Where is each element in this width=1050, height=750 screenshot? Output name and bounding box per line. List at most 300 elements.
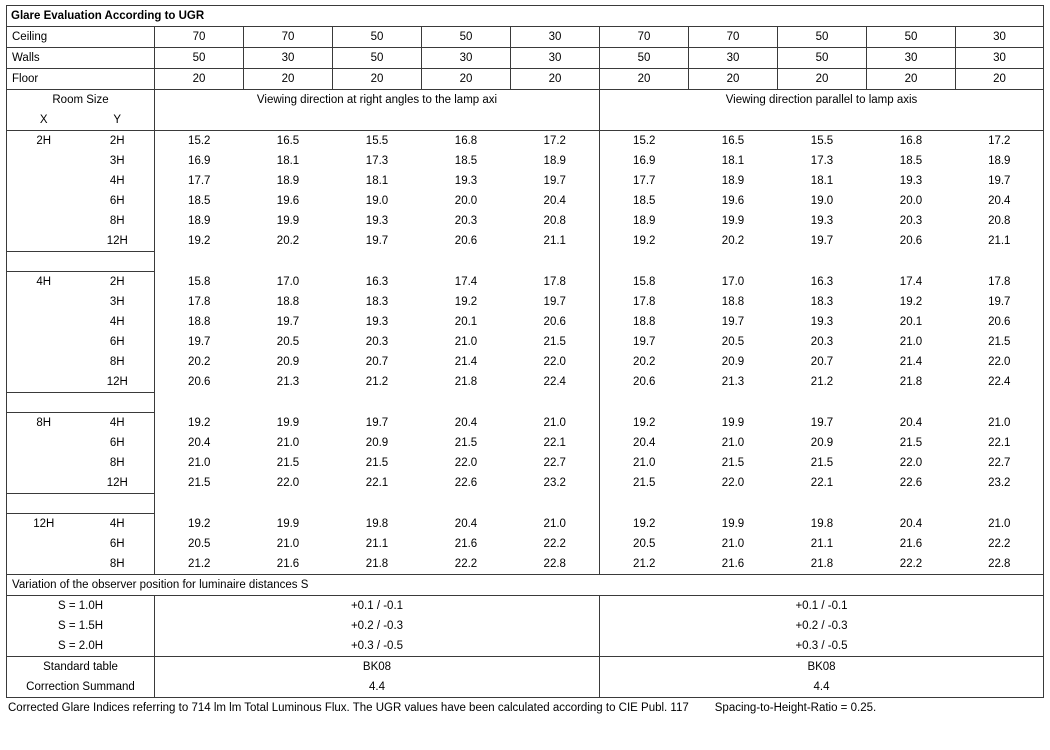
- ugr-value: 18.9: [956, 151, 1044, 171]
- ugr-value: 17.7: [600, 171, 689, 191]
- ugr-value: 19.2: [600, 231, 689, 252]
- row-label-floor: Floor: [7, 69, 155, 90]
- ugr-value: 19.0: [365, 195, 389, 207]
- room-y-value: 8H: [109, 457, 125, 469]
- variation-left-value: +0.2 / -0.3: [155, 616, 600, 636]
- ugr-value: 17.8: [956, 272, 1044, 293]
- ugr-value: 21.1: [810, 538, 834, 550]
- table-row-floor: [7, 69, 1044, 90]
- ugr-value: 19.2: [155, 413, 244, 434]
- ugr-value: 18.9: [511, 151, 600, 171]
- ugr-value: 21.5: [721, 457, 745, 469]
- ugr-value: 21.0: [511, 514, 600, 535]
- ugr-value: 20.4: [155, 433, 244, 453]
- row-label-ceiling: Ceiling: [7, 27, 155, 48]
- ugr-value: 19.8: [810, 517, 834, 530]
- ugr-value: 20.6: [511, 312, 600, 332]
- ugr-value: 17.4: [454, 275, 478, 288]
- ugr-value: 18.5: [155, 191, 244, 211]
- walls-value: 30: [956, 48, 1044, 69]
- table-row: [7, 453, 1044, 473]
- room-y-value: 12H: [106, 376, 128, 388]
- footer-text: Corrected Glare Indices referring to 714 lm lm Total Luminous Flux. The UGR values have been calculated according to CIE Publ. 117: [8, 702, 689, 714]
- ugr-value: 18.9: [276, 175, 300, 187]
- ugr-value: 21.0: [511, 413, 600, 434]
- ugr-value: 16.5: [276, 135, 300, 147]
- ugr-value: 21.5: [956, 332, 1044, 352]
- ugr-value: 20.7: [810, 356, 834, 368]
- ugr-value: 21.0: [899, 336, 923, 348]
- ugr-value: 23.2: [511, 473, 600, 494]
- ugr-value: 22.2: [511, 534, 600, 554]
- ugr-value: 21.0: [454, 336, 478, 348]
- ugr-value: 18.8: [155, 312, 244, 332]
- ugr-value: 22.0: [276, 477, 300, 490]
- ugr-value: 20.2: [600, 352, 689, 372]
- ugr-value: 21.5: [810, 457, 834, 469]
- ugr-value: 20.0: [899, 195, 923, 207]
- ugr-value: 20.6: [454, 235, 478, 248]
- ugr-value: 19.7: [276, 316, 300, 328]
- spacer-cell: [7, 252, 155, 272]
- ugr-value: 17.8: [155, 292, 244, 312]
- ugr-value: 20.1: [454, 316, 478, 328]
- ugr-value: 21.1: [365, 538, 389, 550]
- ugr-value: 17.0: [721, 275, 745, 288]
- ugr-value: 19.2: [600, 413, 689, 434]
- ugr-value: 19.7: [721, 316, 745, 328]
- ceiling-value: 70: [244, 27, 333, 48]
- room-size-cell: [7, 211, 155, 231]
- ugr-value: 20.5: [600, 534, 689, 554]
- ugr-value: 21.0: [276, 437, 300, 449]
- ugr-value: 19.2: [899, 296, 923, 308]
- ugr-value: 18.8: [600, 312, 689, 332]
- correction-summand-right-value: 4.4: [600, 677, 1044, 698]
- ugr-value: 15.8: [600, 272, 689, 293]
- ugr-value: 20.3: [810, 336, 834, 348]
- walls-value: 30: [244, 48, 333, 69]
- room-size-cell: [7, 272, 155, 293]
- variation-row: [7, 636, 1044, 657]
- ugr-value: 16.3: [810, 275, 834, 288]
- table-row: [7, 372, 1044, 393]
- ceiling-value: 50: [422, 27, 511, 48]
- room-y-value: 4H: [109, 518, 125, 530]
- ugr-value: 20.4: [454, 517, 478, 530]
- ugr-value: 20.6: [600, 372, 689, 393]
- ugr-value: 21.3: [721, 376, 745, 389]
- table-row: [7, 211, 1044, 231]
- room-y-value: 6H: [109, 538, 125, 550]
- viewing-direction-parallel-header: Viewing direction parallel to lamp axis: [600, 90, 1044, 111]
- floor-value: 20: [155, 69, 244, 90]
- ugr-value: 21.0: [956, 413, 1044, 434]
- ugr-value: 21.3: [276, 376, 300, 389]
- ugr-value: 18.3: [810, 296, 834, 308]
- ugr-value: 22.1: [511, 433, 600, 453]
- ugr-value: 21.0: [155, 453, 244, 473]
- axis-y-label: Y: [113, 114, 122, 126]
- ugr-value: 22.2: [956, 534, 1044, 554]
- ugr-value: 20.6: [899, 235, 923, 248]
- ugr-value: 20.3: [365, 336, 389, 348]
- ugr-value: 19.7: [511, 292, 600, 312]
- ugr-value: 17.4: [899, 275, 923, 288]
- ugr-value: 21.6: [454, 538, 478, 550]
- ugr-value: 21.5: [511, 332, 600, 352]
- room-y-value: 6H: [109, 437, 125, 449]
- ugr-value: 18.9: [155, 211, 244, 231]
- table-row: [7, 554, 1044, 575]
- ceiling-value: 30: [956, 27, 1044, 48]
- ugr-value: 21.8: [778, 554, 867, 575]
- ugr-value: 19.3: [454, 175, 478, 187]
- variation-right-value: +0.3 / -0.5: [600, 636, 1044, 657]
- walls-value: 30: [689, 48, 778, 69]
- ugr-value: 19.2: [600, 514, 689, 535]
- spacer-cell: [600, 252, 1044, 272]
- ugr-value: 20.4: [454, 416, 478, 429]
- ugr-value: 16.8: [899, 135, 923, 147]
- ugr-value: 22.8: [956, 554, 1044, 575]
- ugr-value: 19.7: [365, 416, 389, 429]
- spacer-cell: [155, 252, 600, 272]
- room-y-value: 12H: [106, 477, 128, 489]
- table-row: [7, 473, 1044, 494]
- room-size-cell: [7, 231, 155, 252]
- room-size-cell: [7, 514, 155, 535]
- ugr-value: 17.8: [600, 292, 689, 312]
- footer-ratio: Spacing-to-Height-Ratio = 0.25.: [714, 702, 877, 714]
- ugr-value: 19.3: [810, 316, 834, 328]
- ugr-value: 17.3: [365, 155, 389, 167]
- ugr-value: 17.8: [511, 272, 600, 293]
- ugr-value: 20.5: [721, 336, 745, 348]
- ugr-value: 19.2: [155, 514, 244, 535]
- ugr-value: 20.4: [511, 191, 600, 211]
- ugr-value: 16.9: [600, 151, 689, 171]
- table-row-walls: [7, 48, 1044, 69]
- table-row: [7, 514, 1044, 535]
- ugr-value: 19.3: [899, 175, 923, 187]
- table-row: [7, 332, 1044, 352]
- ugr-value: 18.8: [721, 296, 745, 308]
- ugr-value: 17.2: [511, 131, 600, 152]
- ugr-table: [6, 5, 1044, 698]
- ugr-value: 21.0: [721, 437, 745, 449]
- ugr-value: 22.0: [511, 352, 600, 372]
- spacer-cell: [600, 494, 1044, 514]
- floor-value: 20: [867, 69, 956, 90]
- ugr-value: 21.0: [721, 538, 745, 550]
- room-x-value: 4H: [36, 276, 52, 288]
- ugr-value: 18.1: [721, 155, 745, 167]
- ugr-value: 19.8: [365, 517, 389, 530]
- ugr-value: 19.7: [511, 171, 600, 191]
- table-title-row: [7, 6, 1044, 27]
- ugr-value: 22.1: [956, 433, 1044, 453]
- ceiling-value: 50: [778, 27, 867, 48]
- room-y-value: 6H: [109, 195, 125, 207]
- ugr-value: 20.5: [276, 336, 300, 348]
- group-spacer: [7, 494, 1044, 514]
- room-y-value: 4H: [109, 175, 125, 187]
- ugr-value: 21.8: [454, 376, 478, 389]
- ugr-value: 19.3: [365, 215, 389, 227]
- spacer-cell: [7, 393, 155, 413]
- room-size-cell: [7, 372, 155, 393]
- group-spacer: [7, 393, 1044, 413]
- ugr-value: 19.3: [365, 316, 389, 328]
- standard-table-row: [7, 657, 1044, 678]
- table-row: [7, 151, 1044, 171]
- room-size-cell: [7, 292, 155, 312]
- room-size-header: Room Size: [7, 90, 155, 111]
- row-label-walls: Walls: [7, 48, 155, 69]
- ugr-value: 22.7: [956, 453, 1044, 473]
- ugr-value: 21.5: [454, 437, 478, 449]
- ugr-value: 19.7: [956, 292, 1044, 312]
- room-y-value: 12H: [106, 235, 128, 247]
- ugr-value: 19.9: [721, 416, 745, 429]
- table-row: [7, 272, 1044, 293]
- ugr-value: 21.2: [600, 554, 689, 575]
- ugr-value: 22.6: [454, 477, 478, 490]
- floor-value: 20: [244, 69, 333, 90]
- ugr-value: 22.4: [956, 372, 1044, 393]
- ugr-value: 18.5: [454, 155, 478, 167]
- ugr-value: 18.9: [600, 211, 689, 231]
- ugr-value: 19.6: [276, 195, 300, 207]
- floor-value: 20: [511, 69, 600, 90]
- ugr-value: 22.0: [721, 477, 745, 490]
- ugr-value: 20.8: [511, 211, 600, 231]
- ugr-value: 19.9: [276, 517, 300, 530]
- ugr-value: 16.5: [721, 135, 745, 147]
- floor-value: 20: [778, 69, 867, 90]
- variation-label: S = 1.5H: [7, 616, 155, 636]
- table-row-ceiling: [7, 27, 1044, 48]
- ugr-value: 20.4: [600, 433, 689, 453]
- ugr-value: 21.2: [365, 376, 389, 389]
- ugr-value: 22.0: [956, 352, 1044, 372]
- ugr-value: 20.2: [155, 352, 244, 372]
- table-row: [7, 413, 1044, 434]
- ugr-value: 21.8: [899, 376, 923, 389]
- room-y-value: 3H: [109, 155, 125, 167]
- footer-note: [6, 702, 1044, 714]
- walls-value: 50: [600, 48, 689, 69]
- ugr-value: 16.9: [155, 151, 244, 171]
- ugr-value: 20.9: [810, 437, 834, 449]
- ugr-value: 18.5: [899, 155, 923, 167]
- floor-value: 20: [422, 69, 511, 90]
- room-y-value: 4H: [109, 316, 125, 328]
- room-size-cell: [7, 534, 155, 554]
- ugr-value: 20.9: [721, 356, 745, 368]
- ceiling-value: 70: [155, 27, 244, 48]
- walls-value: 30: [867, 48, 956, 69]
- ugr-value: 21.6: [244, 554, 333, 575]
- variation-left-value: +0.3 / -0.5: [155, 636, 600, 657]
- ugr-value: 20.5: [155, 534, 244, 554]
- ugr-value: 19.2: [155, 231, 244, 252]
- ugr-value: 20.6: [155, 372, 244, 393]
- ugr-value: 19.2: [454, 296, 478, 308]
- ugr-value: 17.0: [276, 275, 300, 288]
- ugr-value: 21.5: [600, 473, 689, 494]
- ugr-value: 21.2: [810, 376, 834, 389]
- group-spacer: [7, 252, 1044, 272]
- ugr-value: 21.5: [365, 457, 389, 469]
- floor-value: 20: [956, 69, 1044, 90]
- ugr-value: 15.5: [810, 135, 834, 147]
- ugr-value: 19.7: [365, 235, 389, 248]
- ugr-value: 20.2: [721, 235, 745, 248]
- table-row: [7, 534, 1044, 554]
- room-y-value: 8H: [109, 215, 125, 227]
- table-row: [7, 312, 1044, 332]
- room-x-value: 2H: [36, 135, 52, 147]
- ugr-value: 20.9: [365, 437, 389, 449]
- ugr-value: 21.2: [155, 554, 244, 575]
- axis-labels-cell: [7, 110, 155, 131]
- ugr-value: 19.0: [810, 195, 834, 207]
- correction-summand-label: Correction Summand: [7, 677, 155, 698]
- floor-value: 20: [600, 69, 689, 90]
- ugr-value: 19.3: [810, 215, 834, 227]
- ugr-value: 18.3: [365, 296, 389, 308]
- ugr-value: 21.4: [454, 356, 478, 368]
- ugr-value: 19.7: [956, 171, 1044, 191]
- ugr-value: 22.4: [511, 372, 600, 393]
- ugr-value: 22.2: [867, 554, 956, 575]
- room-y-value: 3H: [109, 296, 125, 308]
- room-x-value: 12H: [33, 518, 55, 530]
- room-size-cell: [7, 453, 155, 473]
- ugr-value: 20.2: [276, 235, 300, 248]
- variation-label: S = 1.0H: [7, 596, 155, 617]
- ugr-value: 20.3: [454, 215, 478, 227]
- axis-x-label: X: [39, 114, 48, 126]
- ugr-value: 21.1: [956, 231, 1044, 252]
- room-size-cell: [7, 352, 155, 372]
- ugr-value: 18.9: [721, 175, 745, 187]
- room-size-cell: [7, 131, 155, 152]
- walls-value: 50: [333, 48, 422, 69]
- ugr-value: 15.8: [155, 272, 244, 293]
- ugr-value: 22.2: [422, 554, 511, 575]
- room-y-value: 8H: [109, 356, 125, 368]
- ugr-value: 20.8: [956, 211, 1044, 231]
- ugr-value: 19.9: [721, 517, 745, 530]
- table-row: [7, 352, 1044, 372]
- room-size-cell: [7, 312, 155, 332]
- room-y-value: 2H: [109, 276, 125, 288]
- ugr-value: 16.8: [454, 135, 478, 147]
- ugr-value: 19.9: [276, 215, 300, 227]
- ugr-value: 20.0: [454, 195, 478, 207]
- ceiling-value: 70: [689, 27, 778, 48]
- variation-right-value: +0.2 / -0.3: [600, 616, 1044, 636]
- ceiling-value: 50: [333, 27, 422, 48]
- ugr-value: 20.4: [899, 416, 923, 429]
- ugr-value: 15.5: [365, 135, 389, 147]
- spacer-cell: [7, 494, 155, 514]
- left-section-spacer: [155, 110, 600, 131]
- ugr-value: 17.7: [155, 171, 244, 191]
- right-section-spacer: [600, 110, 1044, 131]
- ugr-value: 18.1: [276, 155, 300, 167]
- ugr-value: 21.5: [899, 437, 923, 449]
- ugr-value: 20.9: [276, 356, 300, 368]
- ugr-value: 22.1: [365, 477, 389, 490]
- header-room-size-row: [7, 90, 1044, 111]
- correction-summand-left-value: 4.4: [155, 677, 600, 698]
- ugr-value: 22.0: [899, 457, 923, 469]
- ugr-value: 21.0: [600, 453, 689, 473]
- ugr-value: 21.0: [956, 514, 1044, 535]
- table-row: [7, 131, 1044, 152]
- variation-row: [7, 616, 1044, 636]
- variation-title: Variation of the observer position for luminaire distances S: [7, 575, 1044, 596]
- ugr-value: 21.0: [276, 538, 300, 550]
- ugr-value: 19.7: [810, 235, 834, 248]
- ugr-value: 18.5: [600, 191, 689, 211]
- walls-value: 30: [422, 48, 511, 69]
- ugr-value: 20.4: [956, 191, 1044, 211]
- ugr-value: 20.6: [956, 312, 1044, 332]
- room-y-value: 2H: [109, 135, 125, 147]
- ugr-value: 23.2: [956, 473, 1044, 494]
- ugr-value: 18.1: [365, 175, 389, 187]
- ugr-value: 19.9: [721, 215, 745, 227]
- room-size-cell: [7, 151, 155, 171]
- variation-left-value: +0.1 / -0.1: [155, 596, 600, 617]
- ugr-value: 20.7: [365, 356, 389, 368]
- ugr-value: 19.7: [600, 332, 689, 352]
- viewing-direction-right-angles-header: Viewing direction at right angles to the lamp axi: [155, 90, 600, 111]
- ugr-value: 15.2: [600, 131, 689, 152]
- variation-row: [7, 596, 1044, 617]
- header-axis-row: [7, 110, 1044, 131]
- ugr-value: 17.2: [956, 131, 1044, 152]
- ugr-value: 22.1: [810, 477, 834, 490]
- ugr-value: 19.6: [721, 195, 745, 207]
- ugr-value: 18.8: [276, 296, 300, 308]
- ugr-value: 20.1: [899, 316, 923, 328]
- ugr-value: 17.3: [810, 155, 834, 167]
- ugr-value: 19.7: [155, 332, 244, 352]
- room-x-value: 8H: [36, 417, 52, 429]
- room-size-cell: [7, 433, 155, 453]
- variation-label: S = 2.0H: [7, 636, 155, 657]
- ugr-value: 15.2: [155, 131, 244, 152]
- ugr-value: 21.6: [899, 538, 923, 550]
- room-size-cell: [7, 554, 155, 575]
- ugr-value: 22.7: [511, 453, 600, 473]
- walls-value: 50: [155, 48, 244, 69]
- walls-value: 50: [778, 48, 867, 69]
- spacer-cell: [600, 393, 1044, 413]
- table-row: [7, 231, 1044, 252]
- ugr-value: 22.8: [511, 554, 600, 575]
- ugr-value: 19.7: [810, 416, 834, 429]
- standard-table-left-value: BK08: [155, 657, 600, 678]
- standard-table-right-value: BK08: [600, 657, 1044, 678]
- table-row: [7, 292, 1044, 312]
